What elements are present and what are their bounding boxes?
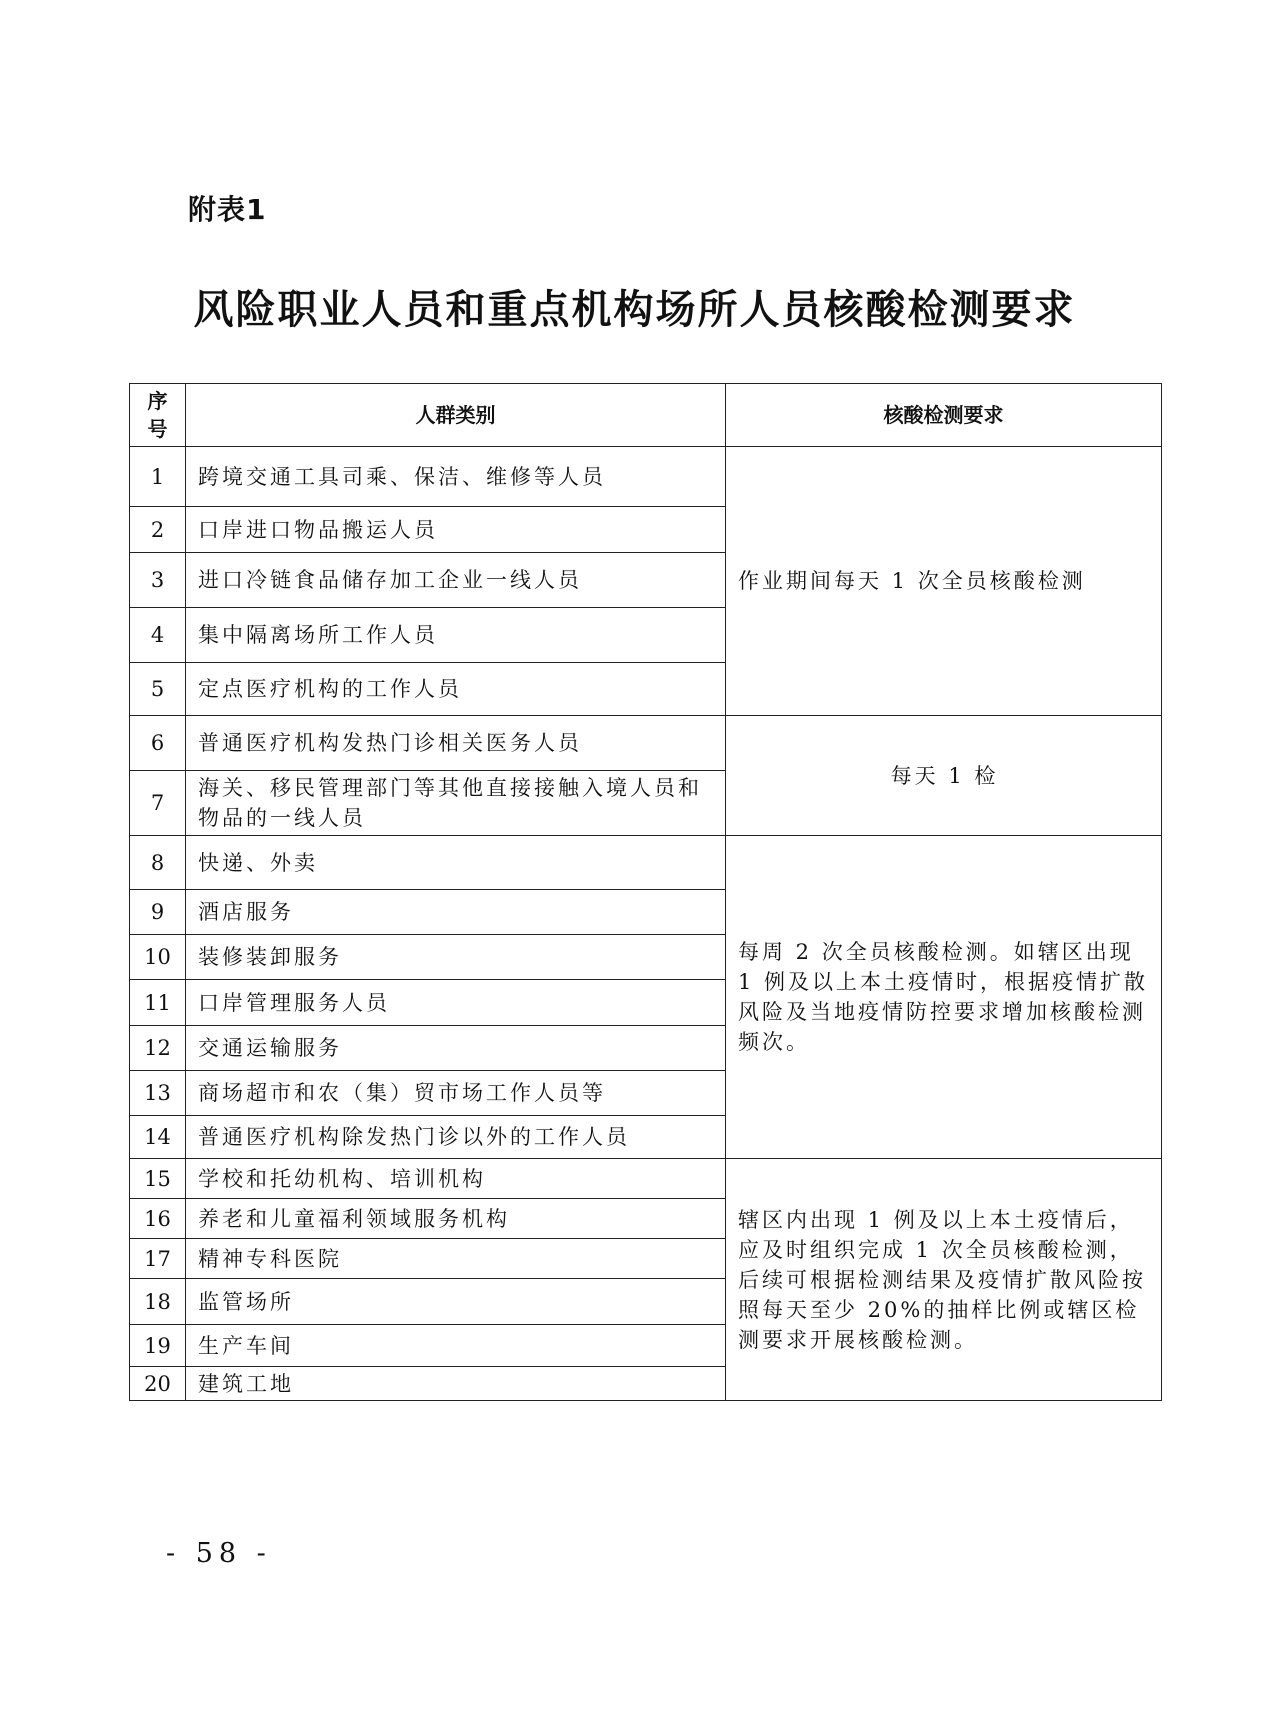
row-category: 监管场所	[186, 1279, 726, 1325]
annex-label: 附表1	[188, 193, 267, 226]
row-number: 11	[130, 980, 186, 1026]
header-requirement: 核酸检测要求	[726, 384, 1162, 447]
row-number: 10	[130, 935, 186, 980]
row-number: 12	[130, 1026, 186, 1071]
row-number: 15	[130, 1159, 186, 1199]
row-category: 定点医疗机构的工作人员	[186, 663, 726, 716]
row-category: 生产车间	[186, 1325, 726, 1367]
requirement-group-4: 辖区内出现 1 例及以上本土疫情后，应及时组织完成 1 次全员核酸检测，后续可根据检测结果及疫情扩散风险按照每天至少 20%的抽样比例或辖区检测要求开展核酸检测。	[726, 1159, 1162, 1401]
row-number: 6	[130, 716, 186, 771]
table-row	[130, 836, 1162, 890]
row-number: 19	[130, 1325, 186, 1367]
requirements-table	[129, 383, 1162, 1401]
row-number: 14	[130, 1116, 186, 1159]
row-category: 装修装卸服务	[186, 935, 726, 980]
row-number: 13	[130, 1071, 186, 1116]
header-no	[130, 384, 186, 447]
row-number: 1	[130, 447, 186, 507]
row-number: 17	[130, 1239, 186, 1279]
row-category: 集中隔离场所工作人员	[186, 608, 726, 663]
row-number: 9	[130, 890, 186, 935]
document-title: 风险职业人员和重点机构场所人员核酸检测要求	[193, 287, 1076, 333]
row-category: 普通医疗机构除发热门诊以外的工作人员	[186, 1116, 726, 1159]
row-category: 普通医疗机构发热门诊相关医务人员	[186, 716, 726, 771]
header-no-line2: 号	[147, 417, 168, 441]
row-category: 建筑工地	[186, 1367, 726, 1401]
requirement-group-3: 每周 2 次全员核酸检测。如辖区出现 1 例及以上本土疫情时，根据疫情扩散风险及当地疫情防控要求增加核酸检测频次。	[726, 836, 1162, 1159]
row-category: 口岸管理服务人员	[186, 980, 726, 1026]
row-category: 学校和托幼机构、培训机构	[186, 1159, 726, 1199]
table-header-row	[130, 384, 1162, 447]
row-category: 口岸进口物品搬运人员	[186, 507, 726, 553]
row-category: 精神专科医院	[186, 1239, 726, 1279]
header-no-line1: 序	[147, 389, 168, 413]
row-number: 8	[130, 836, 186, 890]
row-number: 4	[130, 608, 186, 663]
row-number: 18	[130, 1279, 186, 1325]
requirement-group-2: 每天 1 检	[726, 716, 1162, 836]
row-category: 商场超市和农（集）贸市场工作人员等	[186, 1071, 726, 1116]
row-category: 交通运输服务	[186, 1026, 726, 1071]
row-category: 进口冷链食品储存加工企业一线人员	[186, 553, 726, 608]
table-row	[130, 1159, 1162, 1199]
row-number: 20	[130, 1367, 186, 1401]
row-category: 快递、外卖	[186, 836, 726, 890]
row-category: 海关、移民管理部门等其他直接接触入境人员和物品的一线人员	[186, 771, 726, 836]
row-number: 16	[130, 1199, 186, 1239]
header-category: 人群类别	[186, 384, 726, 447]
table-row	[130, 447, 1162, 507]
row-number: 7	[130, 771, 186, 836]
row-category: 跨境交通工具司乘、保洁、维修等人员	[186, 447, 726, 507]
row-category: 养老和儿童福利领域服务机构	[186, 1199, 726, 1239]
table-row	[130, 716, 1162, 771]
row-number: 2	[130, 507, 186, 553]
requirement-group-1: 作业期间每天 1 次全员核酸检测	[726, 447, 1162, 716]
row-category: 酒店服务	[186, 890, 726, 935]
page-number: - 58 -	[166, 1538, 272, 1569]
row-number: 5	[130, 663, 186, 716]
row-number: 3	[130, 553, 186, 608]
